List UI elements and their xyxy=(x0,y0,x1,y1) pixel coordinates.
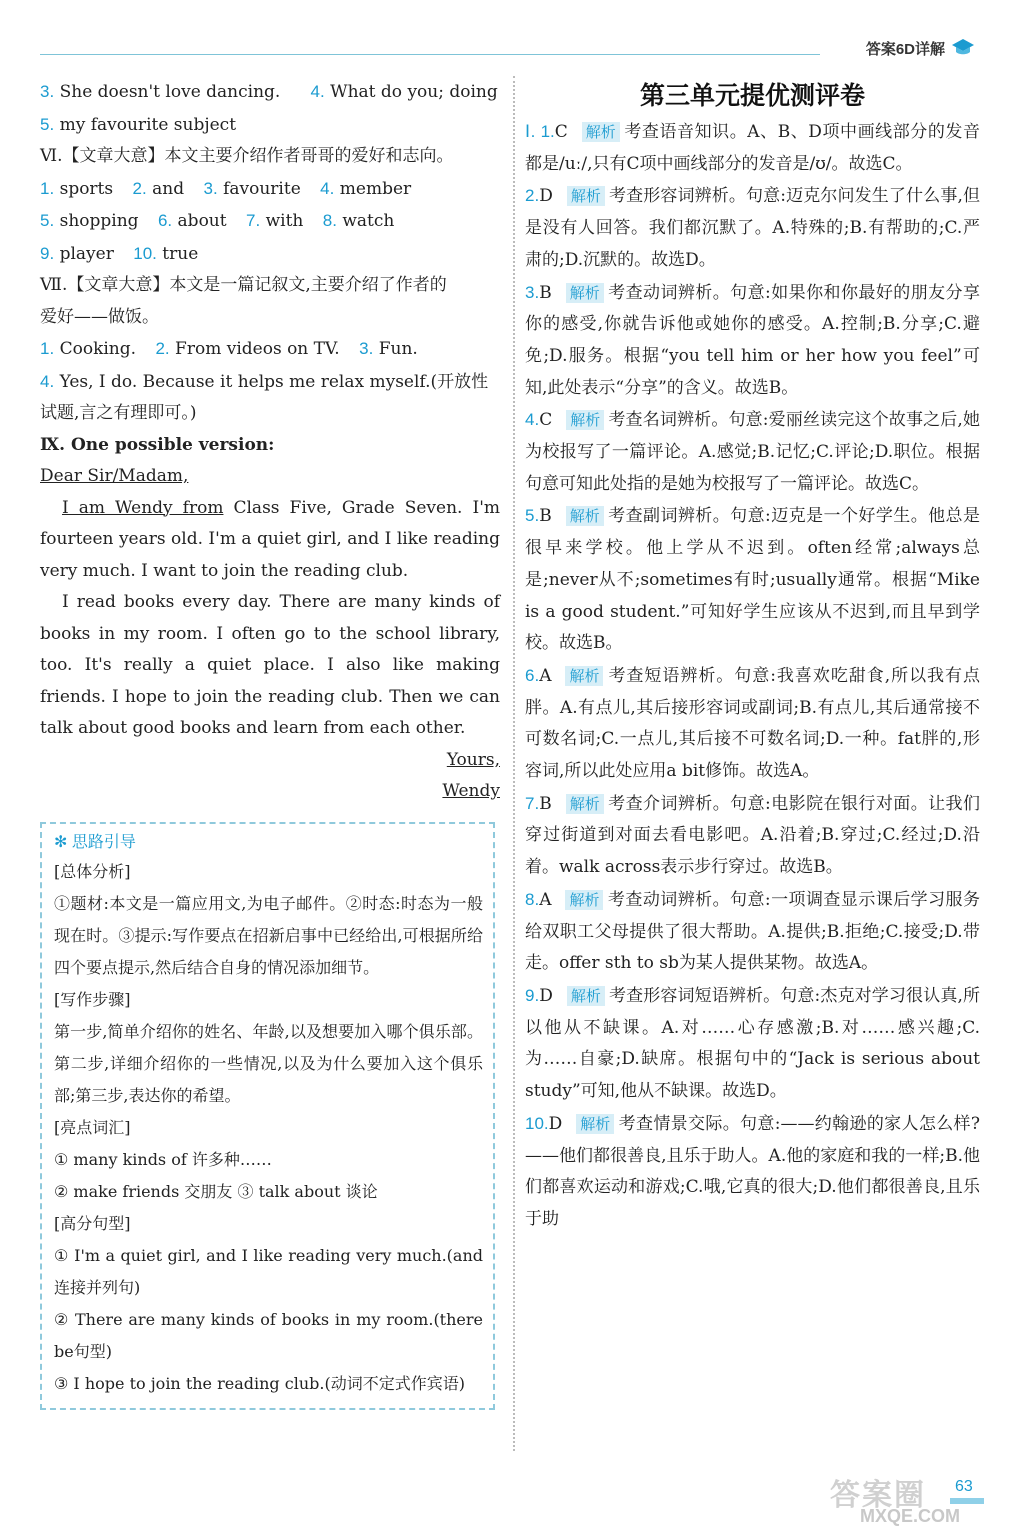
section-vii-heading-cont: 爱好——做饭。 xyxy=(40,306,159,327)
answer-item xyxy=(525,500,980,660)
answer-explanation: 考查介词辨析。句意:电影院在银行对面。让我们穿过街道到对面去看电影吧。A.沿着;B.穿过;C.经过;D.沿着。walk across表示步行穿过。故选B。 xyxy=(525,793,980,878)
cap-icon xyxy=(951,36,975,60)
answer-choice: C xyxy=(539,410,553,431)
guide-heading-overview: [总体分析] xyxy=(54,861,131,881)
answer-number: 2. xyxy=(525,186,540,206)
answer-number: 9. xyxy=(525,985,540,1005)
guide-sentence-2: ② There are many kinds of books in my room.(there be句型) xyxy=(54,1309,483,1361)
watermark-url: MXQE.COM xyxy=(860,1506,961,1526)
answer-number: 7. xyxy=(525,793,540,813)
answer-number: 4. xyxy=(525,410,540,430)
vii-answer-4-cont: 试题,言之有理即可。) xyxy=(40,403,197,423)
analysis-tag: 解析 xyxy=(576,1114,614,1134)
section-vii-heading: Ⅶ.【文章大意】本文是一篇记叙文,主要介绍了作者的 xyxy=(40,275,447,295)
guide-heading-vocab: [亮点词汇] xyxy=(54,1117,131,1137)
answer-choice: D xyxy=(548,1113,563,1134)
answer-explanation: 考查形容词短语辨析。句意:杰克对学习很认真,所以他从不缺课。A.对……心存感激;B.对……感兴趣;C.为……自豪;D.缺席。根据句中的“Jack is serious about study”可知,他从不缺课。故选D。 xyxy=(525,985,980,1102)
letter-paragraph-2: I read books every day. There are many kinds of books in my room. I often go to the school library, too. It's really a quiet place. I also like making friends. I hope to join the reading club. Then we can talk about good books and learn from each other. xyxy=(40,592,500,738)
answer-item xyxy=(525,884,980,980)
column-divider xyxy=(513,76,515,1451)
answer-choice: B xyxy=(539,793,552,814)
analysis-tag: 解析 xyxy=(565,666,603,686)
answer-explanation: 考查语音知识。A、B、D项中画线部分的发音都是/uː/,只有C项中画线部分的发音是/ʊ/。故选C。 xyxy=(525,122,980,174)
letter-signature: Wendy xyxy=(442,781,500,801)
answer-number: 3. xyxy=(525,282,540,302)
header-title: 答案6D详解 xyxy=(865,41,945,58)
answer-explanation: 考查名词辨析。句意:爱丽丝读完这个故事之后,她为校报写了一篇评论。A.感觉;B.记忆;C.评论;D.职位。根据句意可知此处指的是她为校报写了一篇评论。故选C。 xyxy=(525,410,980,494)
vi-row-1: 1. sports 2. and 3. favourite 4. member xyxy=(40,178,412,199)
answer-item xyxy=(525,980,980,1108)
answer-number: 8. xyxy=(525,889,540,909)
answer-choice: A xyxy=(539,889,552,910)
guide-heading-steps: [写作步骤] xyxy=(54,989,131,1009)
answer-choice: D xyxy=(539,985,553,1006)
guide-heading-sentences: [高分句型] xyxy=(54,1213,131,1233)
vi-row-3: 9. player 10. true xyxy=(40,243,199,264)
answer-item xyxy=(525,277,980,405)
header-rule xyxy=(40,54,820,55)
vii-answer-4: 4. Yes, I do. Because it helps me relax myself.(开放性 xyxy=(40,371,489,392)
answer-explanation: 考查动词辨析。句意:如果你和你最好的朋友分享你的感受,你就告诉他或她你的感受。A.控制;B.分享;C.避免;D.服务。根据“you tell him or her how you feel”可知,此处表示“分享”的含义。故选B。 xyxy=(525,282,980,398)
section-vi-heading: Ⅵ.【文章大意】本文主要介绍作者哥哥的爱好和志向。 xyxy=(40,146,454,166)
analysis-tag: 解析 xyxy=(566,283,604,303)
analysis-tag: 解析 xyxy=(566,410,604,430)
answer-item xyxy=(525,404,980,500)
answer-number: Ⅰ. 1. xyxy=(525,122,555,141)
right-column xyxy=(525,78,980,1236)
guide-vocab-1: ① many kinds of 许多种…… xyxy=(54,1149,272,1169)
answer-choice: A xyxy=(539,665,552,686)
answer-item xyxy=(525,180,980,276)
answer-number: 5. xyxy=(525,506,540,526)
answer-choice: C xyxy=(554,122,568,142)
answer-number: 6. xyxy=(525,665,540,685)
analysis-tag: 解析 xyxy=(567,186,605,206)
guide-sentence-1: ① I'm a quiet girl, and I like reading very much.(and连接并列句) xyxy=(54,1245,483,1297)
letter-paragraph-1: I am Wendy from Class Five, Grade Seven. I'm fourteen years old. I'm a quiet girl, and I like reading very much. I want to join the reading club. xyxy=(40,497,500,581)
vi-row-2: 5. shopping 6. about 7. with 8. watch xyxy=(40,211,395,231)
page-header xyxy=(40,34,985,64)
section-ix-heading: Ⅸ. One possible version: xyxy=(40,434,275,455)
answer-item xyxy=(525,788,980,884)
analysis-tag: 解析 xyxy=(565,890,603,910)
analysis-tag: 解析 xyxy=(566,794,604,814)
guide-title: ✻ 思路引导 xyxy=(54,833,136,851)
left-column xyxy=(40,76,500,1410)
answer-line-5: 5. my favourite subject xyxy=(40,114,237,135)
answer-number: 10. xyxy=(525,1113,549,1133)
answer-explanation: 考查副词辨析。句意:迈克是一个好学生。他总是很早来学校。他上学从不迟到。often经常;always总是;never从不;sometimes有时;usually通常。根据“Mike is a good student.”可知好学生应该从不迟到,而且早到学校。故选B。 xyxy=(525,506,980,654)
letter-salutation: Dear Sir/Madam, xyxy=(40,466,189,486)
guide-overview-text: ①题材:本文是一篇应用文,为电子邮件。②时态:时态为一般现在时。③提示:写作要点在招新启事中已经给出,可根据所给四个要点提示,然后结合自身的情况添加细节。 xyxy=(54,893,483,977)
answer-item xyxy=(525,660,980,788)
answer-explanation: 考查动词辨析。句意:一项调查显示课后学习服务给双职工父母提供了很大帮助。A.提供;B.拒绝;C.接受;D.带走。offer sth to sb为某人提供某物。故选A。 xyxy=(525,889,980,974)
letter-closing: Yours, xyxy=(446,749,500,770)
page-number-bar xyxy=(950,1498,984,1504)
answer-explanation: 考查情景交际。句意:——约翰逊的家人怎么样?——他们都很善良,且乐于助人。A.他的家庭和我的一样;B.他们都喜欢运动和游戏;C.哦,它真的很大;D.他们都很善良,且乐于助 xyxy=(525,1113,980,1229)
answer-line-3-4: 3. She doesn't love dancing. 4. What do you; doing xyxy=(40,82,498,102)
watermark-logo: 答案圈 xyxy=(830,1479,926,1512)
guide-sentence-3: ③ I hope to join the reading club.(动词不定式作宾语) xyxy=(54,1373,465,1393)
answer-item xyxy=(525,116,980,180)
answer-item xyxy=(525,1108,980,1236)
analysis-tag: 解析 xyxy=(567,986,605,1006)
answer-choice: B xyxy=(539,506,552,527)
guide-vocab-2: ② make friends 交朋友 ③ talk about 谈论 xyxy=(54,1181,378,1201)
answer-list xyxy=(525,116,980,1236)
analysis-tag: 解析 xyxy=(566,506,604,526)
answer-explanation: 考查短语辨析。句意:我喜欢吃甜食,所以我有点胖。A.有点儿,其后接形容词或副词;B.有点儿,其后通常接不可数名词;C.一点儿,其后接不可数名词;D.一种。fat胖的,形容词,所以此处应用a bit修饰。故选A。 xyxy=(525,665,980,782)
analysis-tag: 解析 xyxy=(582,122,620,142)
vii-answers-row: 1. Cooking. 2. From videos on TV. 3. Fun. xyxy=(40,339,418,359)
section-title: 第三单元提优测评卷 xyxy=(639,82,865,110)
answer-choice: D xyxy=(539,186,553,207)
page-number: 63 xyxy=(955,1478,973,1495)
answer-explanation: 考查形容词辨析。句意:迈克尔问发生了什么事,但是没有人回答。我们都沉默了。A.特殊的;B.有帮助的;C.严肃的;D.沉默的。故选D。 xyxy=(525,186,980,270)
guide-steps-text: 第一步,简单介绍你的姓名、年龄,以及想要加入哪个俱乐部。第二步,详细介绍你的一些情况,以及为什么要加入这个俱乐部;第三步,表达你的希望。 xyxy=(54,1021,483,1105)
writing-guide-box xyxy=(40,822,495,1410)
answer-choice: B xyxy=(539,282,552,303)
